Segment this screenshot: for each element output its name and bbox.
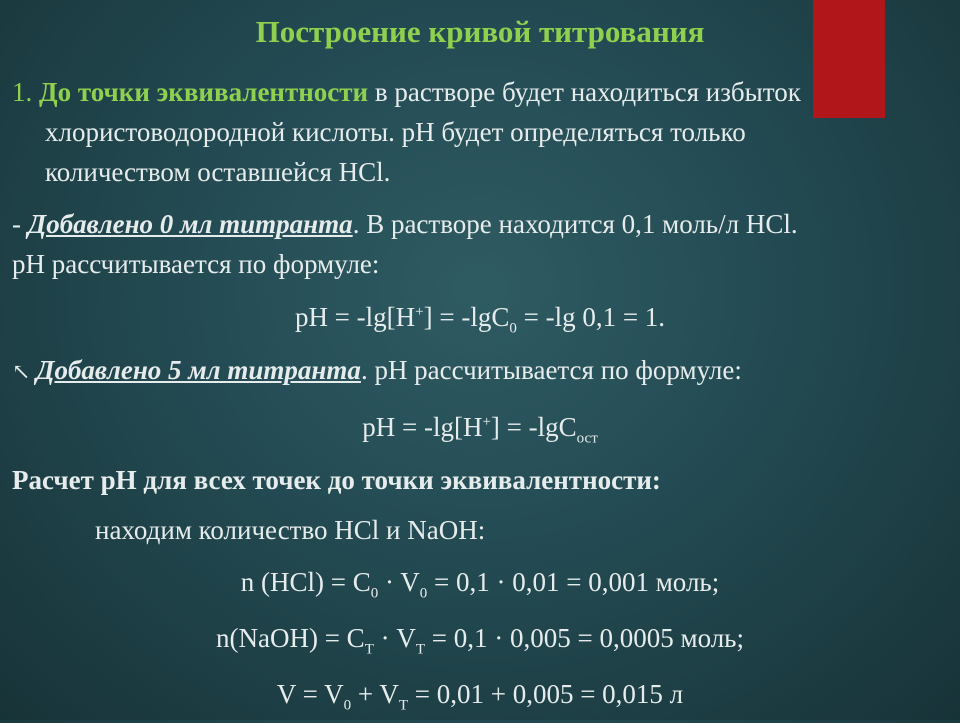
calc2-sub1: Т [364, 641, 374, 658]
arrow-bullet-icon: ↖ [12, 359, 31, 384]
item3-emphasis: Добавлено 5 мл титранта [36, 355, 361, 385]
item1-line1-rest: в растворе будет находиться избыток [374, 77, 801, 107]
formula1-part-b: ] = -lgC [423, 302, 510, 332]
item1-emphasis: До точки эквивалентности [39, 77, 369, 107]
calc3-part-a: V = V [276, 679, 344, 709]
formula1-part-a: pH = -lg[H [294, 302, 416, 332]
item1-line1 [12, 74, 801, 110]
formula2-part-a: pH = -lg[H [362, 412, 483, 442]
calc3-sub2: Т [398, 697, 408, 714]
item2-emphasis: Добавлено 0 мл титранта [27, 209, 353, 239]
item2-dash: - [12, 209, 28, 239]
calc1-part-a: n (HCl) = C [240, 567, 371, 597]
formula1-part-c: = -lg 0,1 = 1. [516, 302, 666, 332]
slide-title: Построение кривой титрования [255, 14, 705, 49]
section-heading: Расчет рН для всех точек до точки эквивалентности: [12, 465, 661, 495]
calc1-part-b: · V [378, 567, 420, 597]
formula-ph-remaining [0, 404, 960, 456]
formula1-sup: + [415, 304, 424, 320]
item1-line3: количеством оставшейся HCl. [45, 157, 391, 187]
calc-n-naoh [0, 620, 960, 667]
calc1-sub1: 0 [370, 585, 379, 602]
calc3-part-b: + V [351, 679, 399, 709]
calc1-sub2: 0 [419, 585, 428, 602]
subtext: находим количество HCl и NaOH: [95, 515, 486, 545]
formula2-sup: + [482, 414, 491, 430]
item1-line2: хлористоводородной кислоты. рН будет определяться только [45, 117, 746, 147]
calc2-part-b: · V [373, 623, 416, 653]
formula2-part-b: ] = -lgC [490, 412, 577, 442]
calc-n-hcl [0, 564, 960, 611]
calc1-part-c: = 0,1 · 0,01 = 0,001 моль; [427, 567, 720, 597]
item2-line1 [12, 206, 798, 242]
formula2-sub: ост [576, 430, 598, 447]
calc-volume [0, 676, 960, 723]
calc2-part-c: = 0,1 · 0,005 = 0,0005 моль; [425, 623, 744, 653]
formula1-sub: 0 [509, 320, 517, 337]
calc2-sub2: Т [415, 641, 426, 658]
formula-ph-initial [0, 294, 960, 346]
item1-number: 1. [12, 77, 33, 107]
item3-rest: . рН рассчитывается по формуле: [360, 355, 742, 385]
item2-line1-rest: . В растворе находится 0,1 моль/л HCl. [352, 209, 798, 239]
calc2-part-a: n(NaOH) = C [215, 623, 365, 653]
item2-line2: рН рассчитывается по формуле: [12, 249, 380, 279]
calc3-part-c: = 0,01 + 0,005 = 0,015 л [408, 679, 684, 709]
calc3-sub1: 0 [343, 697, 352, 714]
item3-line [12, 352, 742, 390]
